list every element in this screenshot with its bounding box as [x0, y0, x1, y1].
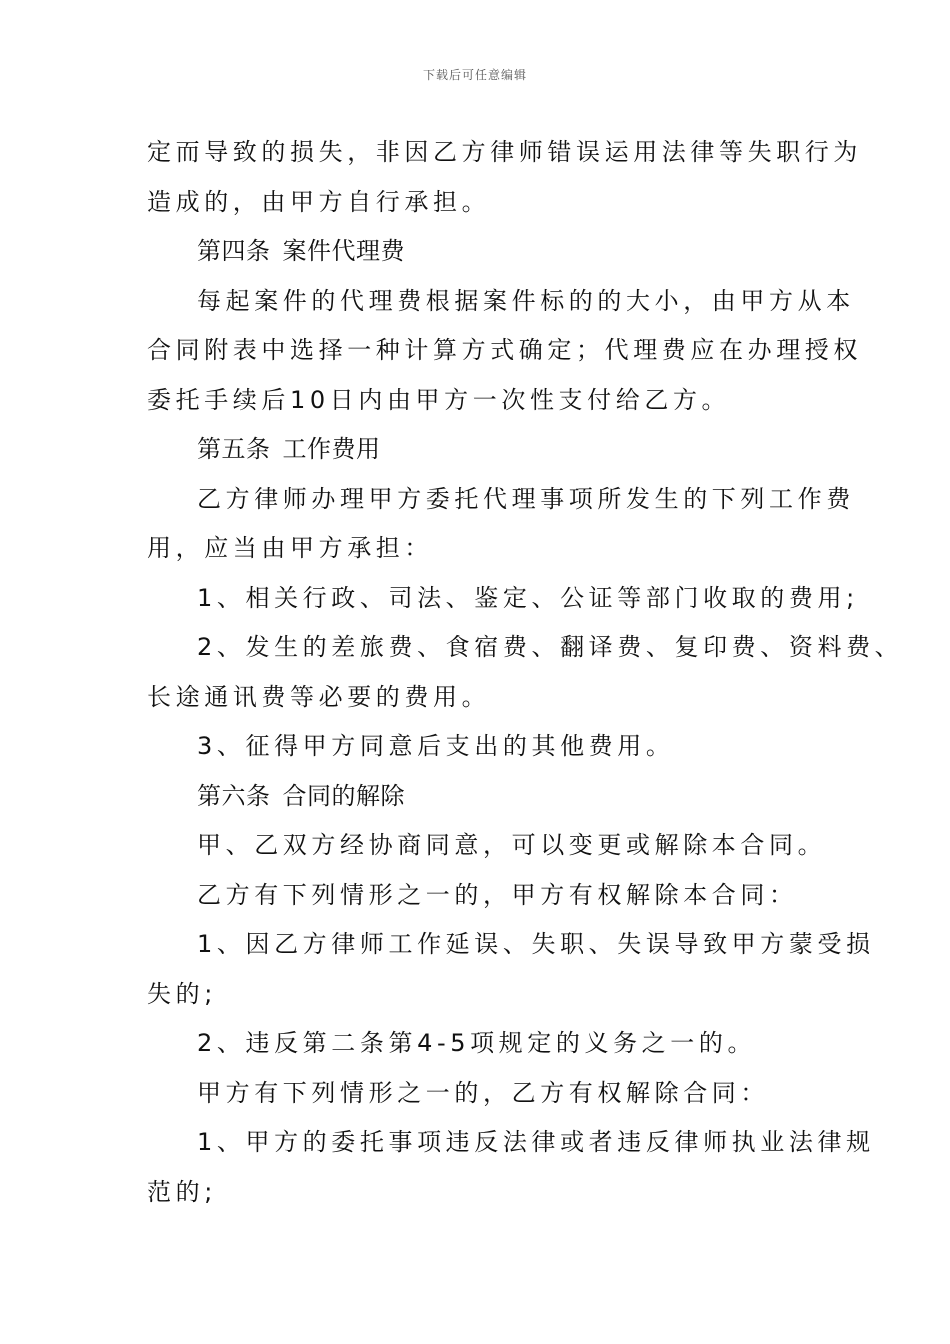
- paragraph-line: 造成的，由甲方自行承担。: [147, 187, 491, 216]
- paragraph-line: 乙方律师办理甲方委托代理事项所发生的下列工作费: [197, 484, 855, 513]
- page-header: 下载后可任意编辑: [422, 68, 527, 82]
- paragraph-line: 长途通讯费等必要的费用。: [147, 682, 491, 711]
- list-item: 1、相关行政、司法、鉴定、公证等部门收取的费用;: [197, 583, 859, 612]
- paragraph-line: 定而导致的损失，非因乙方律师错误运用法律等失职行为: [147, 138, 862, 166]
- article-number: 第四条: [197, 237, 271, 265]
- list-item: 1、因乙方律师工作延误、失职、失误导致甲方蒙受损: [197, 930, 875, 958]
- paragraph-line: 失的;: [147, 979, 217, 1008]
- list-item: 1、甲方的委托事项违反法律或者违反律师执业法律规: [197, 1128, 875, 1156]
- paragraph-line: 用，应当由甲方承担：: [147, 534, 433, 562]
- document-body: [147, 128, 904, 1217]
- paragraph-line: 每起案件的代理费根据案件标的的大小，由甲方从本: [197, 286, 855, 315]
- list-item: 2、违反第二条第4-5项规定的义务之一的。: [197, 1029, 757, 1057]
- paragraph-line: 范的;: [147, 1177, 217, 1206]
- paragraph-line: 合同附表中选择一种计算方式确定；代理费应在办理授权: [147, 336, 862, 364]
- article-title: 案件代理费: [282, 237, 405, 265]
- paragraph-line: 乙方有下列情形之一的，甲方有权解除本合同：: [197, 880, 798, 909]
- article-number: 第五条: [197, 435, 271, 463]
- article-heading: [147, 772, 827, 822]
- article-title: 合同的解除: [282, 781, 405, 810]
- list-item: 3、征得甲方同意后支出的其他费用。: [197, 732, 675, 760]
- article-heading: [147, 227, 827, 277]
- article-title: 工作费用: [282, 435, 381, 463]
- paragraph-line: 甲方有下列情形之一的，乙方有权解除合同：: [197, 1078, 769, 1107]
- article-heading: [147, 425, 827, 475]
- article-number: 第六条: [197, 781, 271, 810]
- paragraph-line: 甲、乙双方经协商同意，可以变更或解除本合同。: [197, 831, 827, 859]
- paragraph-line: 委托手续后10日内由甲方一次性支付给乙方。: [147, 385, 731, 414]
- list-item: 2、发生的差旅费、食宿费、翻译费、复印费、资料费、: [197, 633, 904, 661]
